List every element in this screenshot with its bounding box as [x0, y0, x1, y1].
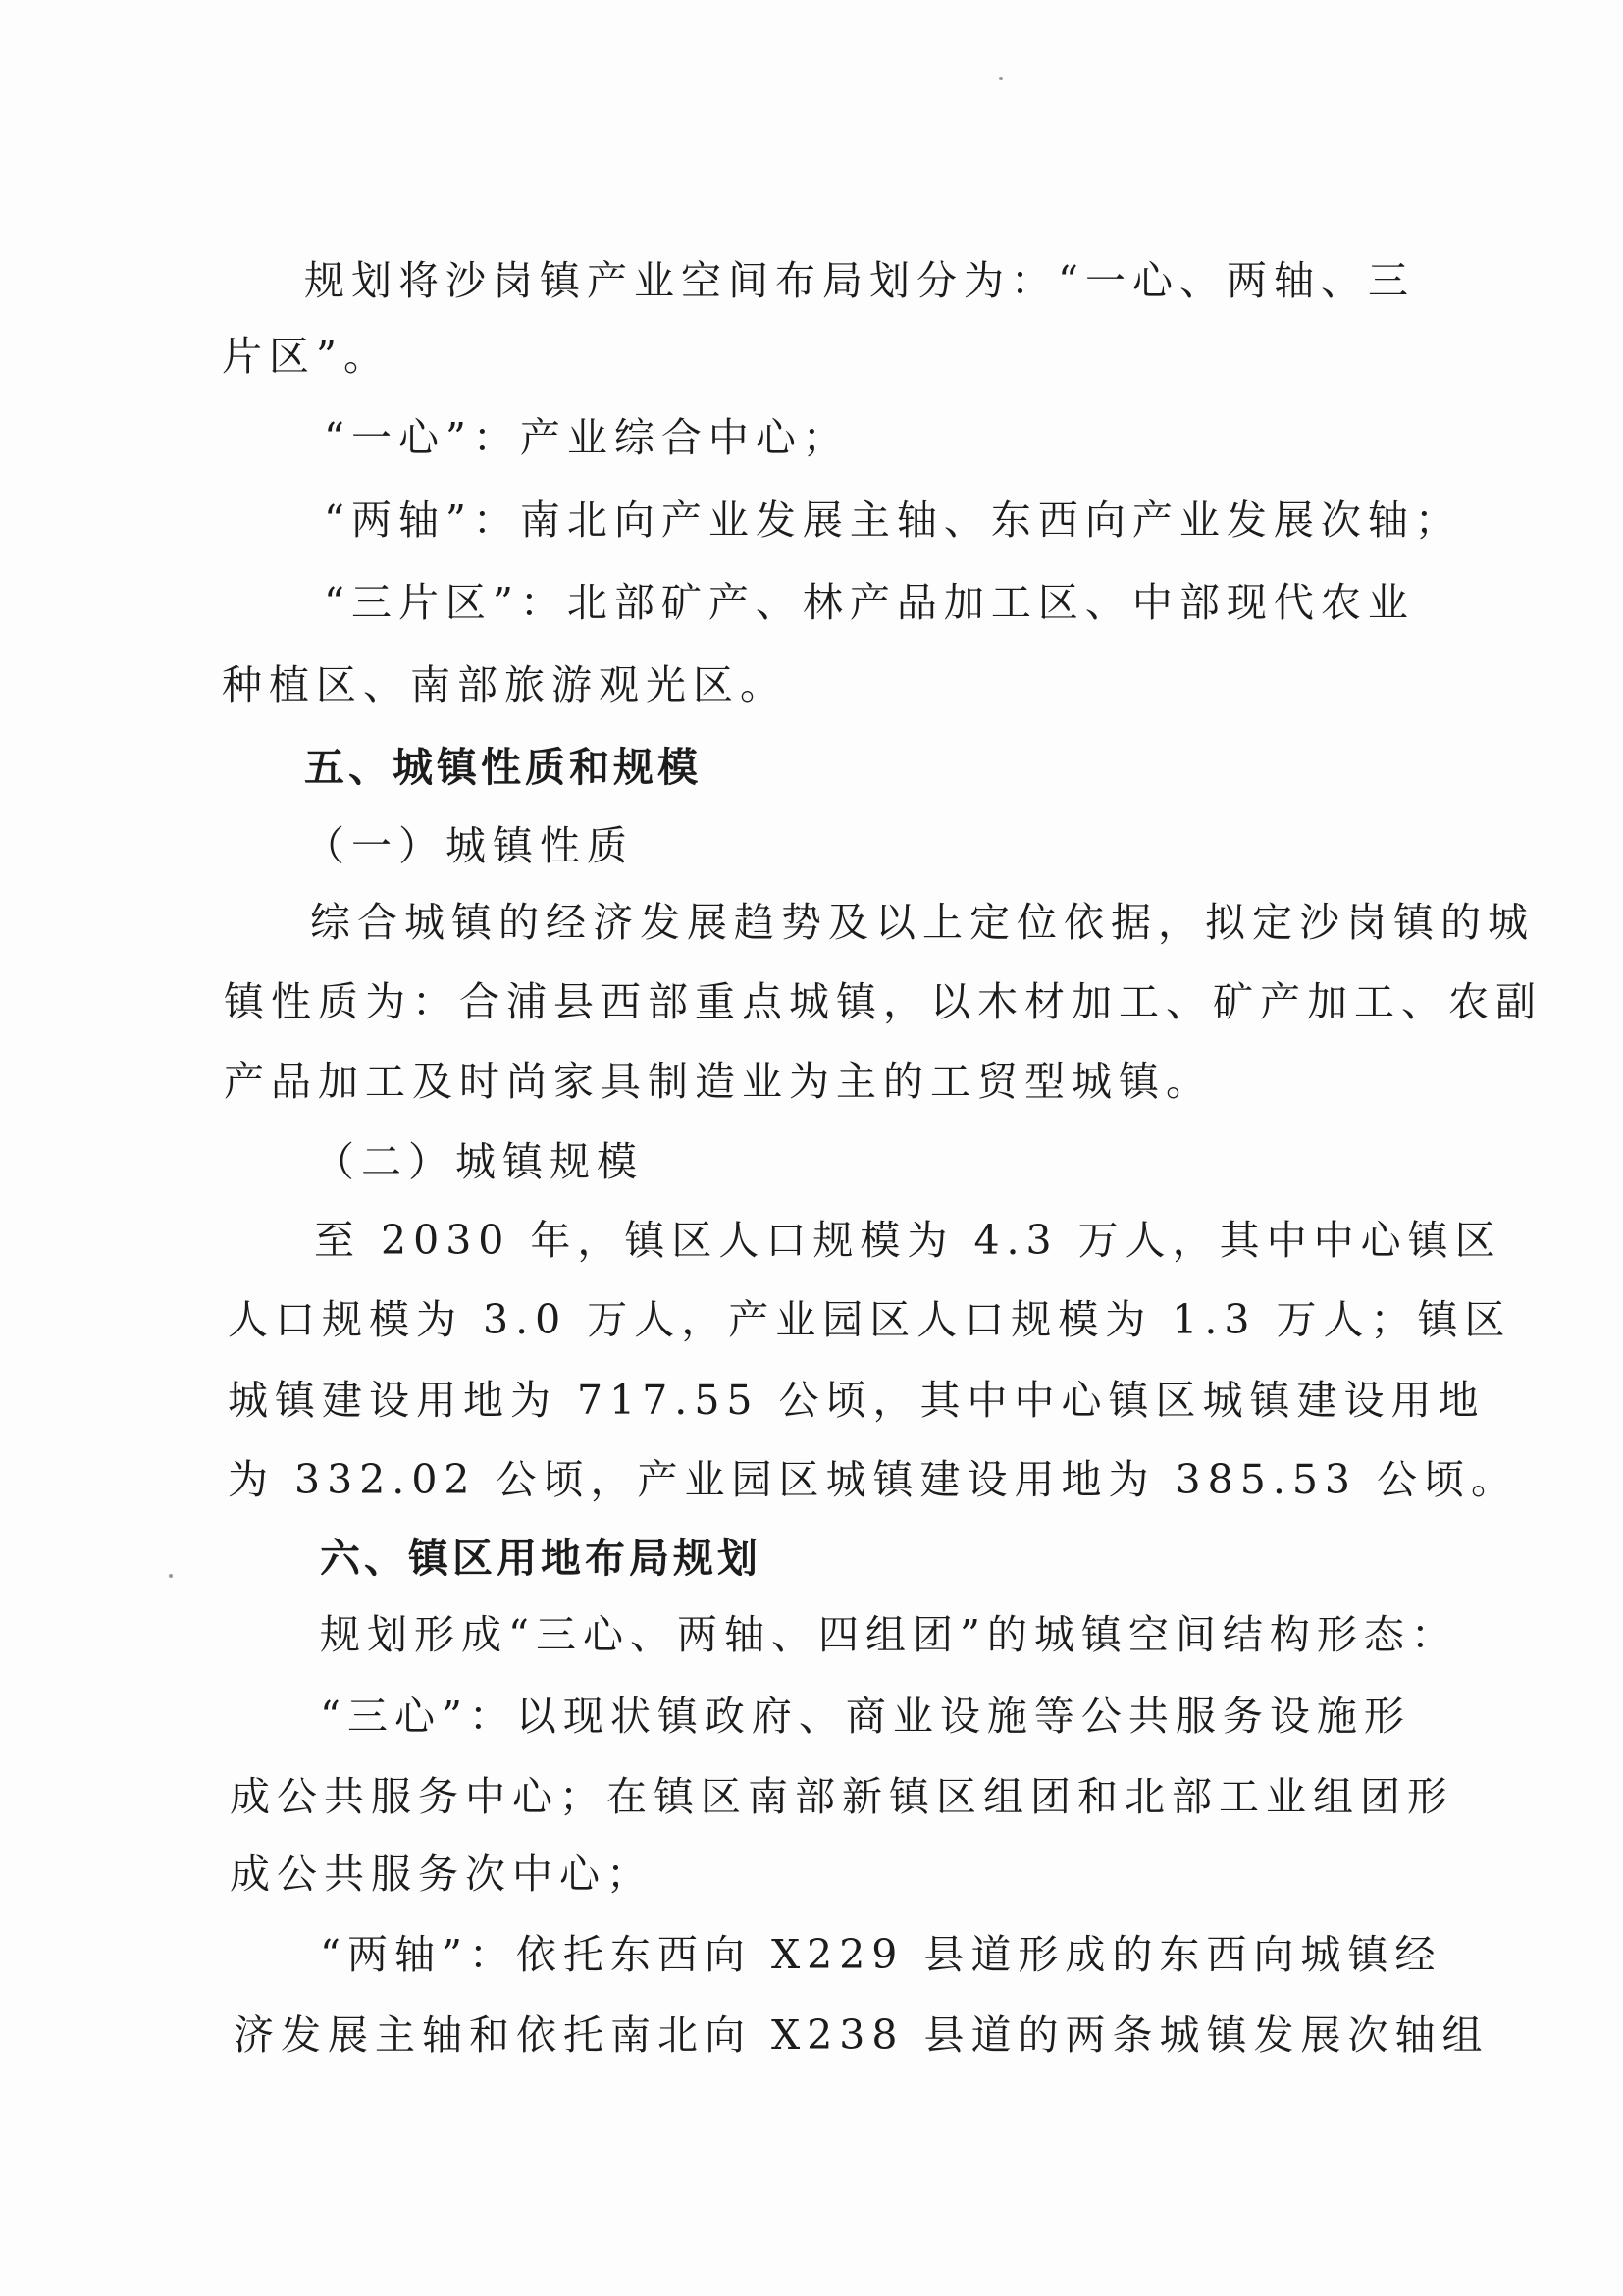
paragraph-line: 城镇建设用地为 717.55 公顷，其中中心镇区城镇建设用地 [228, 1377, 1486, 1424]
paragraph-line: 镇性质为：合浦县西部重点城镇，以木材加工、矿产加工、农副 [224, 978, 1543, 1025]
paragraph-line: 种植区、南部旅游观光区。 [222, 661, 787, 708]
paragraph-line: 成公共服务中心；在镇区南部新镇区组团和北部工业组团形 [230, 1773, 1454, 1820]
section-heading: 五、城镇性质和规模 [304, 744, 702, 791]
subsection-heading: （一）城镇性质 [304, 822, 634, 869]
paragraph-line: “三心”：以现状镇政府、商业设施等公共服务设施形 [320, 1693, 1411, 1740]
section-heading: 六、镇区用地布局规划 [320, 1535, 761, 1582]
paragraph-line: “三片区”：北部矿产、林产品加工区、中部现代农业 [324, 579, 1415, 626]
paragraph-line: 规划形成“三心、两轴、四组团”的城镇空间结构形态： [320, 1611, 1458, 1658]
paragraph-line: 成公共服务次中心； [230, 1851, 654, 1898]
paragraph-line: 综合城镇的经济发展趋势及以上定位依据，拟定沙岗镇的城 [310, 899, 1535, 946]
paragraph-line: “一心”：产业综合中心； [324, 414, 850, 461]
paragraph-line: 至 2030 年，镇区人口规模为 4.3 万人，其中中心镇区 [314, 1217, 1502, 1264]
scan-speck [999, 77, 1003, 80]
subsection-heading: （二）城镇规模 [314, 1138, 644, 1185]
scan-speck [169, 1574, 173, 1578]
paragraph-line: 济发展主轴和依托南北向 X238 县道的两条城镇发展次轴组 [234, 2011, 1490, 2059]
paragraph-line: “两轴”：依托东西向 X229 县道形成的东西向城镇经 [320, 1931, 1442, 1978]
paragraph-line: 片区”。 [222, 333, 391, 380]
paragraph-line: “两轴”：南北向产业发展主轴、东西向产业发展次轴； [324, 496, 1462, 544]
paragraph-line: 产品加工及时尚家具制造业为主的工贸型城镇。 [224, 1058, 1213, 1105]
paragraph-line: 规划将沙岗镇产业空间布局划分为：“一心、两轴、三 [304, 257, 1415, 304]
paragraph-line: 为 332.02 公顷，产业园区城镇建设用地为 385.53 公顷。 [228, 1456, 1519, 1503]
paragraph-line: 人口规模为 3.0 万人，产业园区人口规模为 1.3 万人；镇区 [228, 1296, 1512, 1343]
